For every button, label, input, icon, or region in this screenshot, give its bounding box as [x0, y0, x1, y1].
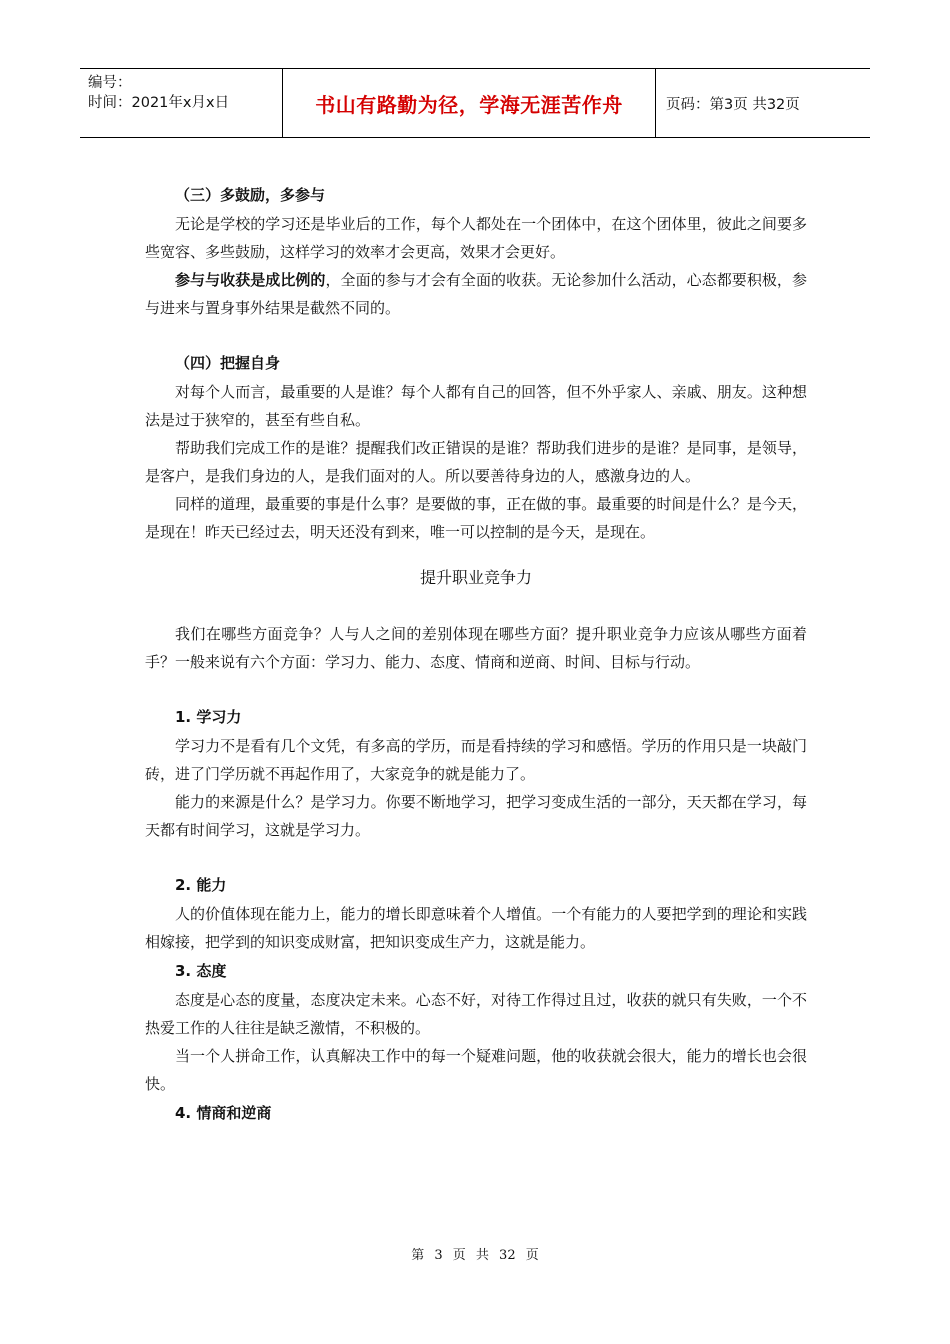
section-heading: （三）多鼓励，多参与	[175, 186, 326, 204]
paragraph: 态度是心态的度量，态度决定未来。心态不好，对待工作得过且过，收获的就只有失败，一个不热爱工作的人往往是缺乏激情，不积极的。	[145, 991, 807, 1037]
bold-phrase: 参与与收获是成比例的	[175, 271, 326, 289]
item-eq-aq	[145, 1098, 807, 1128]
paragraph	[145, 434, 807, 490]
paragraph	[145, 210, 807, 266]
item-learning	[145, 702, 807, 844]
paragraph-text: 无论是学校的学习还是毕业后的工作，每个人都处在一个团体中，在这个团体里，彼此之间要多些宽容、多些鼓励，这样学习的效率才会更高，效果才会更好。	[145, 215, 807, 261]
page-footer: 第 3 页 共 32 页	[411, 1248, 539, 1263]
header-motto: 书山有路勤为径，学海无涯苦作舟	[282, 69, 656, 137]
code-label: 编号：	[88, 75, 132, 91]
document-body	[145, 180, 807, 1128]
paragraph-text: ，全面的参与才会有全面的收获。无论参加什么活动，心态都要积极，参与进来与置身事外结果是截然不同的。	[145, 271, 807, 317]
item-ability	[145, 870, 807, 956]
intro-paragraph: 我们在哪些方面竞争？人与人之间的差别体现在哪些方面？提升职业竞争力应该从哪些方面着手？一般来说有六个方面：学习力、能力、态度、情商和逆商、时间、目标与行动。	[145, 625, 807, 671]
item-heading: 2. 能力	[175, 876, 227, 894]
header-meta	[80, 69, 282, 137]
item-heading: 1. 学习力	[175, 708, 242, 726]
article-title: 提升职业竞争力	[419, 568, 532, 587]
paragraph	[145, 490, 807, 546]
item-heading: 3. 态度	[175, 962, 227, 980]
date-label: 时间：2021年x月x日	[88, 95, 230, 111]
page-header	[80, 68, 870, 138]
header-page-label: 页码：第3页 共32页	[666, 96, 800, 113]
section-heading: （四）把握自身	[175, 354, 281, 372]
paragraph	[145, 266, 807, 322]
paragraph: 能力的来源是什么？是学习力。你要不断地学习，把学习变成生活的一部分，天天都在学习，每天都有时间学习，这就是学习力。	[145, 793, 807, 839]
item-attitude	[145, 956, 807, 1098]
paragraph: 当一个人拼命工作，认真解决工作中的每一个疑难问题，他的收获就会很大，能力的增长也会很快。	[145, 1047, 807, 1093]
paragraph-text: 同样的道理，最重要的事是什么事？是要做的事，正在做的事。最重要的时间是什么？是今天，是现在！昨天已经过去，明天还没有到来，唯一可以控制的是今天，是现在。	[145, 495, 807, 541]
section-4	[145, 348, 807, 546]
paragraph-text: 帮助我们完成工作的是谁？提醒我们改正错误的是谁？帮助我们进步的是谁？是同事，是领导，是客户，是我们身边的人，是我们面对的人。所以要善待身边的人，感激身边的人。	[145, 439, 807, 485]
section-3	[145, 180, 807, 322]
paragraph-text: 对每个人而言，最重要的人是谁？每个人都有自己的回答，但不外乎家人、亲戚、朋友。这种想法是过于狭窄的，甚至有些自私。	[145, 383, 807, 429]
item-heading: 4. 情商和逆商	[175, 1104, 272, 1122]
paragraph: 人的价值体现在能力上，能力的增长即意味着个人增值。一个有能力的人要把学到的理论和实践相嫁接，把学到的知识变成财富，把知识变成生产力，这就是能力。	[145, 905, 807, 951]
paragraph	[145, 378, 807, 434]
paragraph: 学习力不是看有几个文凭，有多高的学历，而是看持续的学习和感悟。学历的作用只是一块敲门砖，进了门学历就不再起作用了，大家竞争的就是能力了。	[145, 737, 807, 783]
